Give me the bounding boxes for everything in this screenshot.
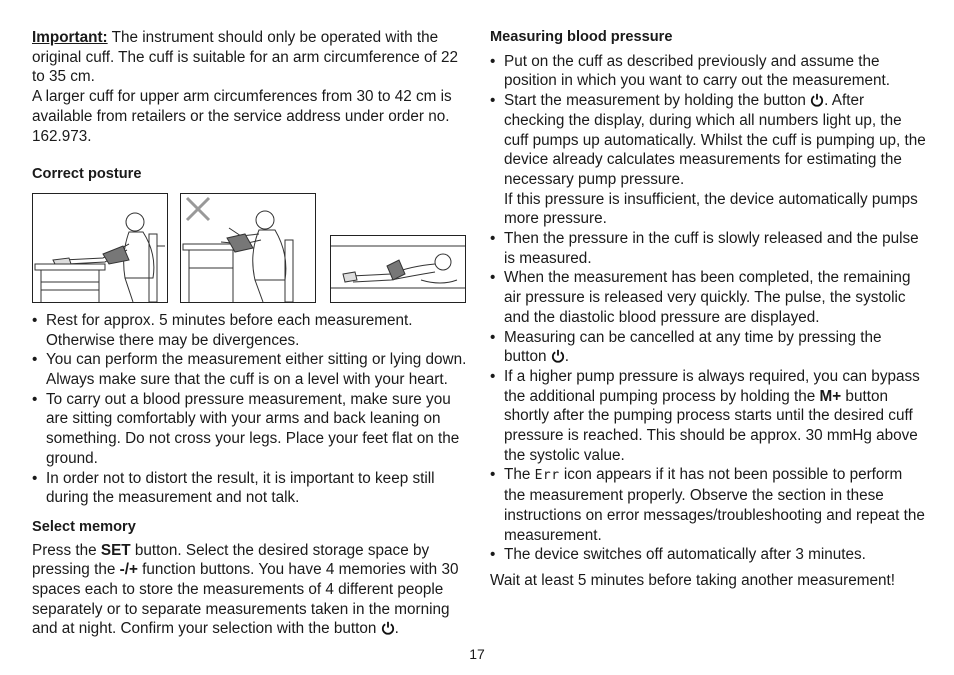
list-item: • Rest for approx. 5 minutes before each measurement. Otherwise there may be divergences. <box>32 311 468 350</box>
left-column <box>32 28 468 639</box>
memory-text-part: Press the <box>32 541 101 559</box>
list-item-text: button shortly after the pumping process starts until the desired cuff pressure is reached. This should be approx. 30 mmHg above the systolic value. <box>504 387 918 464</box>
list-item: • In order not to distort the result, it is important to keep still during the measurement and not talk. <box>32 469 468 508</box>
list-item-text: The <box>504 466 535 484</box>
final-note: Wait at least 5 minutes before taking another measurement! <box>490 571 896 589</box>
memory-text <box>32 541 468 640</box>
important-text: The instrument should only be operated with the original cuff. The cuff is suitable for an arm circumference of 22 to 35 cm. <box>32 29 458 86</box>
list-item-text: If this pressure is insufficient, the device automatically pumps more pressure. <box>504 190 918 228</box>
posture-list <box>32 311 468 508</box>
memory-text-part: function buttons. You have 4 memories with 30 spaces each to store the measurements of 4 different people separately or to separate measurements taken in the morning and at night. Confirm your selection with the button <box>32 561 459 638</box>
list-item: • Then the pressure in the cuff is slowly released and the pulse is measured. <box>490 229 926 268</box>
posture-heading: Correct posture <box>32 166 142 183</box>
list-item <box>490 465 926 545</box>
posture-figures <box>32 193 468 305</box>
memory-heading: Select memory <box>32 518 136 535</box>
memory-text-part: . <box>394 620 399 638</box>
power-icon <box>810 93 824 107</box>
figure-lying-down <box>330 235 466 303</box>
list-item-text: . After checking the display, during which all numbers light up, the cuff pumps up automatically. Whilst the cuff is pumping up, the device already calculates measurements for estimating the necessary pump pressure. <box>504 92 926 188</box>
list-item <box>490 328 926 367</box>
figure-incorrect-sitting <box>180 193 316 303</box>
list-item-text: If a higher pump pressure is always required, you can bypass the additional pumping process by holding the <box>504 367 920 405</box>
memory-text-part: button. Select the desired storage space by pressing the <box>32 541 430 579</box>
sitting-incorrect-illustration <box>181 194 315 302</box>
lying-down-illustration <box>331 236 465 302</box>
list-item-text: icon appears if it has not been possible to perform the measurement properly. Observe the section in these instructions on error messages/troubleshooting and repeat the measurement. <box>504 466 925 544</box>
important-label: Important: <box>32 29 108 46</box>
figure-correct-sitting <box>32 193 168 303</box>
list-item-text: . <box>564 348 570 366</box>
list-item: • The device switches off automatically after 3 minutes. <box>490 545 926 565</box>
measuring-list <box>490 52 926 565</box>
right-column <box>490 28 926 591</box>
minus-plus-label: -/+ <box>119 561 138 579</box>
measuring-heading: Measuring blood pressure <box>490 29 673 45</box>
list-item <box>490 367 926 466</box>
larger-cuff-note: A larger cuff for upper arm circumferences from 30 to 42 cm is available from retailers or the service address under order no. 162.973. <box>32 88 452 145</box>
list-item: • You can perform the measurement either sitting or lying down. Always make sure that the cuff is on a level with your heart. <box>32 350 468 389</box>
list-item: • When the measurement has been completed, the remaining air pressure is released very quickly. The pulse, the systolic and the diastolic blood pressure are displayed. <box>490 268 926 327</box>
power-icon <box>551 349 565 363</box>
list-item: • Put on the cuff as described previously and assume the position in which you want to carry out the measurement. <box>490 52 926 91</box>
page-number: 17 <box>469 646 485 662</box>
list-item-text: Start the measurement by holding the button <box>504 92 811 110</box>
list-item: • To carry out a blood pressure measurement, make sure you are sitting comfortably with your arms and back leaning on something. Do not cross your legs. Place your feet flat on the ground. <box>32 390 468 469</box>
list-item-text: Measuring can be cancelled at any time by pressing the button <box>504 328 882 366</box>
power-icon <box>381 621 395 635</box>
set-button-label: SET <box>100 541 131 559</box>
err-display-icon: Err <box>534 468 560 484</box>
m-plus-label: M+ <box>819 387 842 405</box>
list-item <box>490 91 926 229</box>
important-note <box>32 28 468 87</box>
sitting-correct-illustration <box>33 194 167 302</box>
